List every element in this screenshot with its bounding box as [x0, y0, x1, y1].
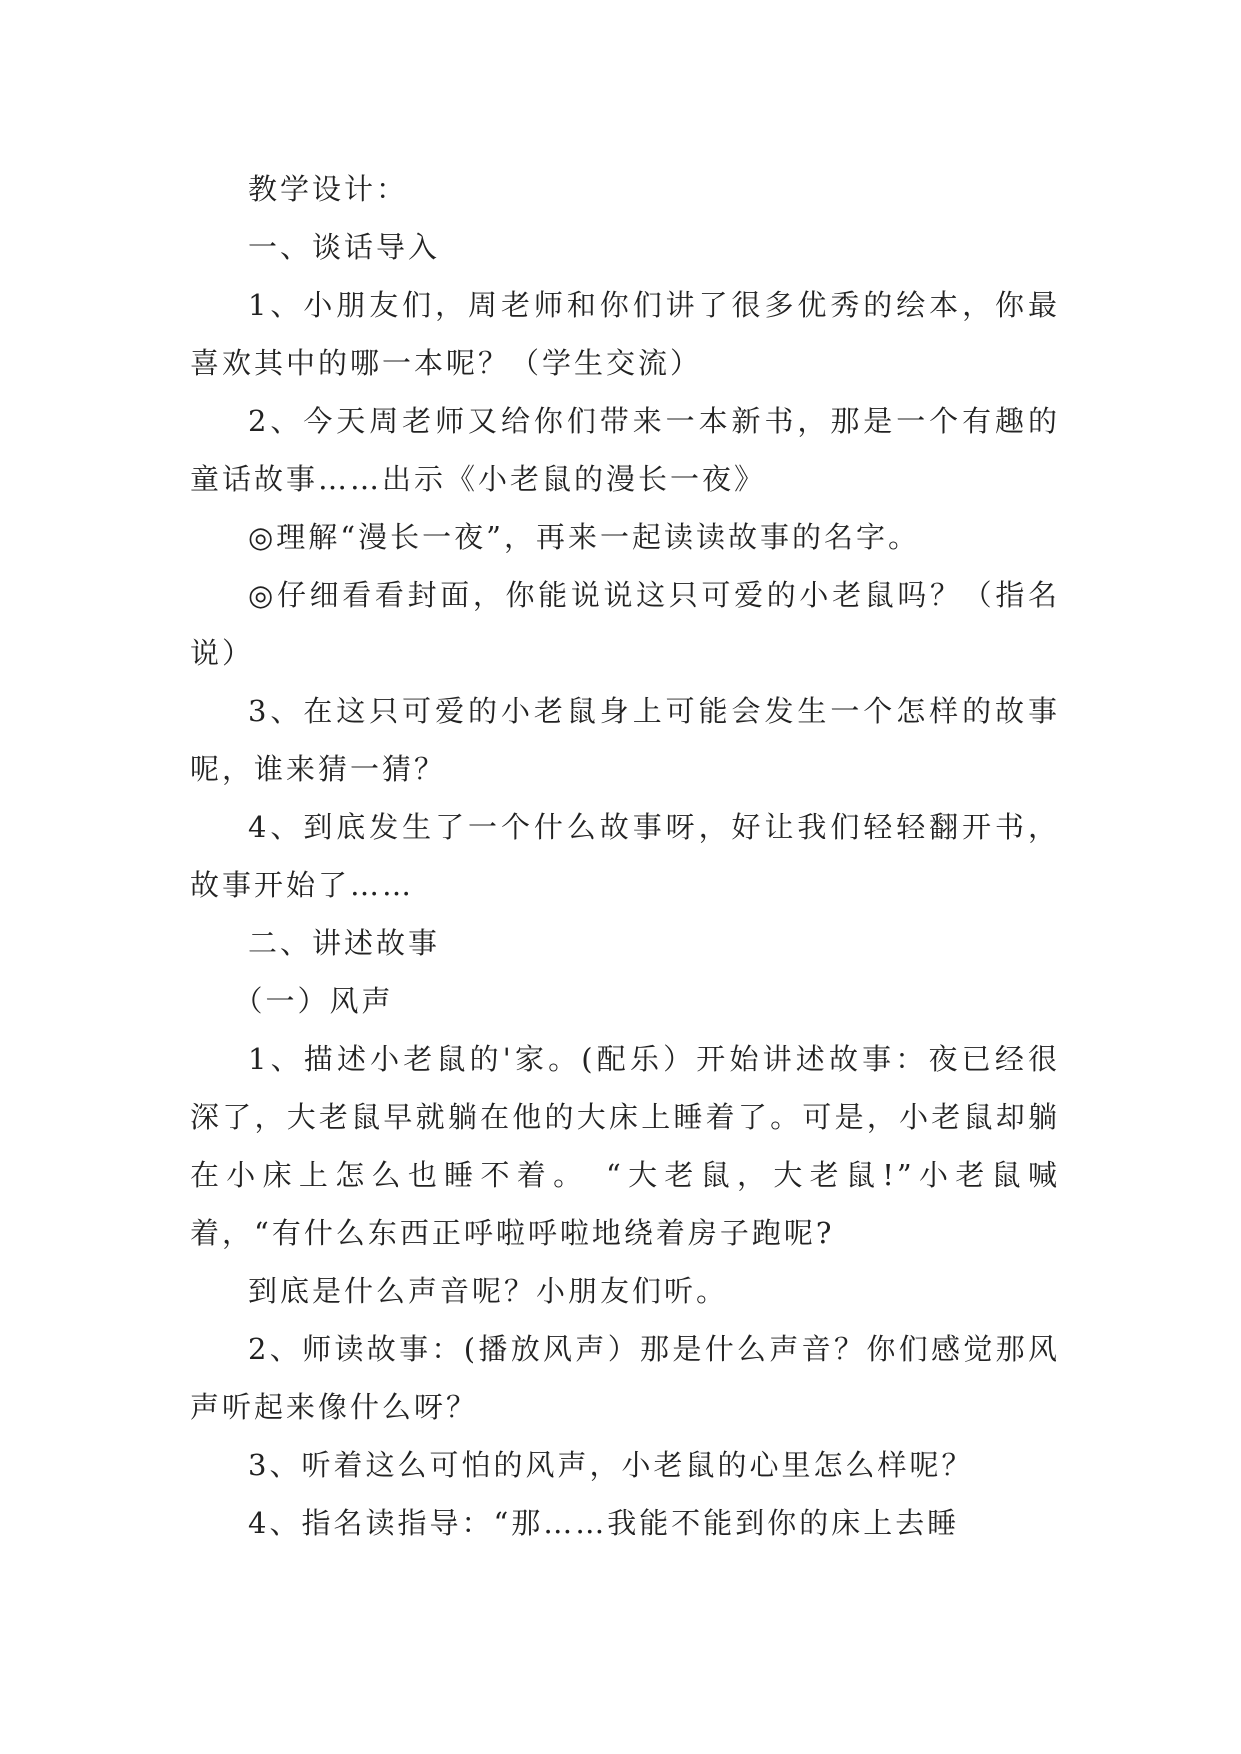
- section-heading-storytelling: 二、讲述故事: [248, 926, 441, 960]
- paragraph: 4、指名读指导：“那……我能不能到你的床上去睡: [248, 1506, 960, 1540]
- paragraph: 3、听着这么可怕的风声，小老鼠的心里怎么样呢？: [248, 1448, 974, 1482]
- paragraph: ◎理解“漫长一夜”，再来一起读读故事的名字。: [248, 520, 920, 554]
- paragraph: 4、到底发生了一个什么故事呀，好让我们轻轻翻开书，故事开始了……: [190, 810, 1060, 902]
- section-heading-intro: 一、谈话导入: [248, 230, 441, 264]
- paragraph: 1、小朋友们，周老师和你们讲了很多优秀的绘本，你最喜欢其中的哪一本呢？（学生交流）: [190, 288, 1060, 380]
- subsection-heading-wind: （一）风声: [233, 984, 394, 1018]
- paragraph: 2、师读故事：(播放风声）那是什么声音？你们感觉那风声听起来像什么呀？: [190, 1332, 1060, 1424]
- paragraph: 1、描述小老鼠的'家。(配乐）开始讲述故事：夜已经很深了，大老鼠早就躺在他的大床上睡着了。可是，小老鼠却躺在小床上怎么也睡不着。 “大老鼠，大老鼠!”小老鼠喊着，“有什么东西正呼啦呼啦地绕着房子跑呢?: [190, 1042, 1060, 1250]
- paragraph: 3、在这只可爱的小老鼠身上可能会发生一个怎样的故事呢，谁来猜一猜？: [190, 694, 1060, 786]
- document-body: [190, 160, 1060, 1552]
- paragraph: 2、今天周老师又给你们带来一本新书，那是一个有趣的童话故事……出示《小老鼠的漫长一夜》: [190, 404, 1060, 496]
- heading-teaching-design: 教学设计：: [248, 172, 409, 206]
- paragraph: 到底是什么声音呢？小朋友们听。: [248, 1274, 729, 1308]
- paragraph: ◎仔细看看封面，你能说说这只可爱的小老鼠吗？（指名说）: [190, 578, 1060, 670]
